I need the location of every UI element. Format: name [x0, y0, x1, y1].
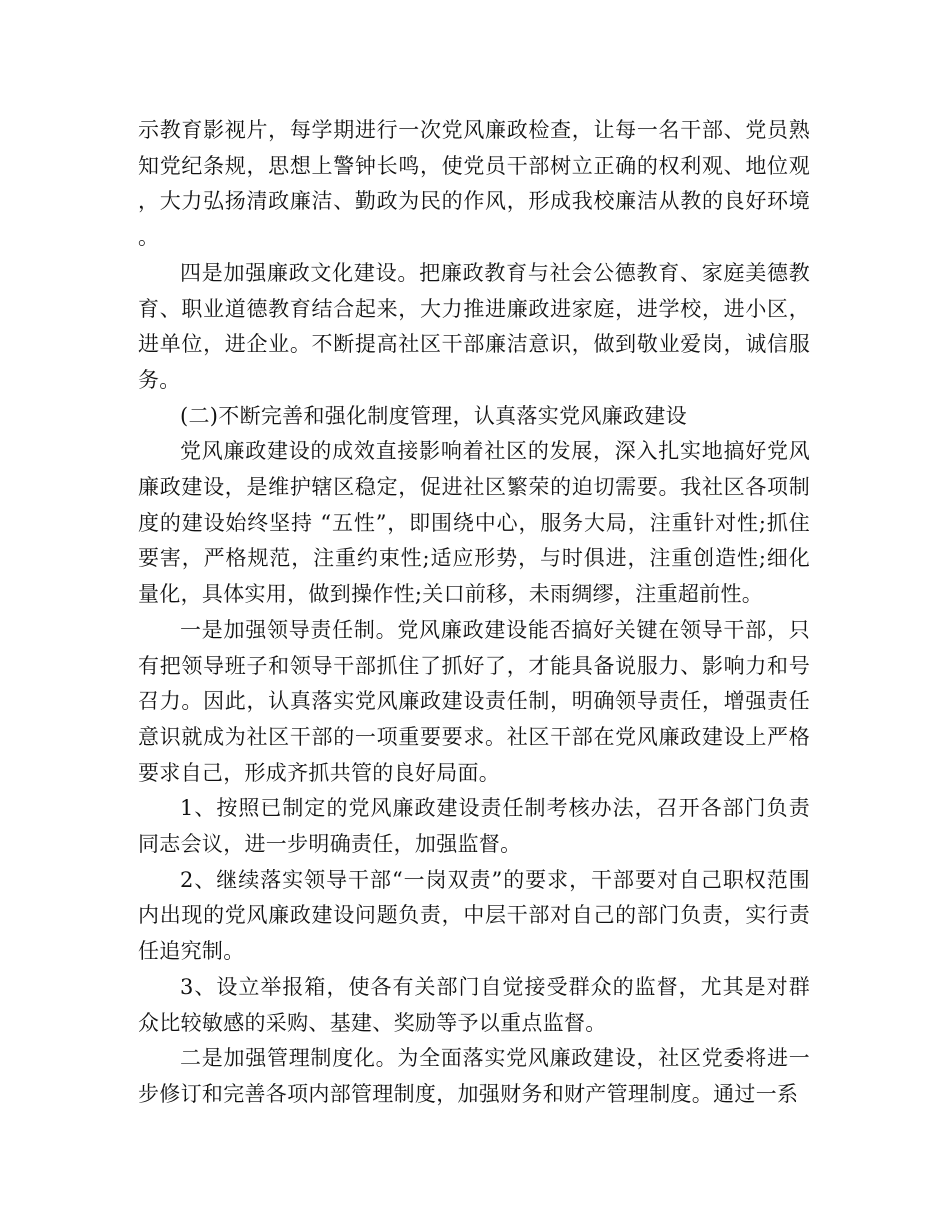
list-item-1: 1、按照已制定的党风廉政建设责任制考核办法，召开各部门负责同志会议，进一步明确责任，加强监督。	[138, 796, 810, 857]
section-heading: (二)不断完善和强化制度管理，认真落实党风廉政建设	[180, 403, 687, 428]
paragraph-4: 党风廉政建设的成效直接影响着社区的发展，深入扎实地搞好党风廉政建设，是维护辖区稳定，促进社区繁荣的迫切需要。我社区各项制度的建设始终坚持 “五性”，即围绕中心，服务大局，注重针对性;抓住要害，严格规范，注重约束性;适应形势，与时俱进，注重创造性;细化量化，具体实用，做到操作性;关口前移，未雨绸缪，注重超前性。	[138, 439, 810, 607]
paragraph-2: 四是加强廉政文化建设。把廉政教育与社会公德教育、家庭美德教育、职业道德教育结合起来，大力推进廉政进家庭，进学校，进小区，进单位，进企业。不断提高社区干部廉洁意识，做到敬业爱岗，诚信服务。	[138, 260, 810, 392]
list-item-2: 2、继续落实领导干部“一岗双责”的要求，干部要对自己职权范围内出现的党风廉政建设问题负责，中层干部对自己的部门负责，实行责任追究制。	[138, 867, 810, 964]
paragraph-5: 一是加强领导责任制。党风廉政建设能否搞好关键在领导干部，只有把领导班子和领导干部抓住了抓好了，才能具备说服力、影响力和号召力。因此，认真落实党风廉政建设责任制，明确领导责任，增强责任意识就成为社区干部的一项重要要求。社区干部在党风廉政建设上严格要求自己，形成齐抓共管的良好局面。	[138, 617, 810, 785]
paragraph-9: 二是加强管理制度化。为全面落实党风廉政建设，社区党委将进一步修订和完善各项内部管理制度，加强财务和财产管理制度。通过一系	[138, 1046, 810, 1106]
list-item-3: 3、设立举报箱，使各有关部门自觉接受群众的监督，尤其是对群众比较敏感的采购、基建、奖励等予以重点监督。	[138, 974, 810, 1035]
document-body	[138, 113, 810, 1113]
paragraph-1: 示教育影视片，每学期进行一次党风廉政检查，让每一名干部、党员熟知党纪条规，思想上警钟长鸣，使党员干部树立正确的权利观、地位观，大力弘扬清政廉洁、勤政为民的作风，形成我校廉洁从教的良好环境。	[138, 118, 810, 250]
